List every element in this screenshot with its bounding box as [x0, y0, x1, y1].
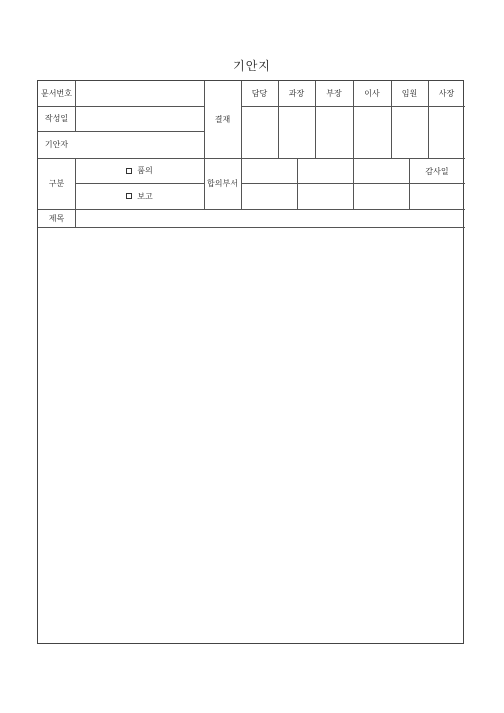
- approver-title: 과장: [288, 89, 305, 98]
- doc-number-field[interactable]: [76, 81, 204, 106]
- body-area[interactable]: [38, 228, 465, 644]
- option-report-label: 보고: [137, 191, 153, 201]
- label-doc-number: 문서번호: [41, 89, 72, 98]
- date-written-field[interactable]: [76, 106, 204, 131]
- approval-form: [37, 80, 464, 644]
- label-date-written: 작성일: [44, 114, 69, 123]
- signature-cell[interactable]: [428, 107, 465, 158]
- label-category: 구분: [48, 179, 65, 188]
- approver-title: 부장: [326, 89, 342, 98]
- signature-cell[interactable]: [315, 107, 353, 158]
- label-approval: 결재: [214, 115, 231, 124]
- label-drafter: 기안자: [44, 140, 69, 149]
- signature-cell[interactable]: [241, 107, 278, 158]
- checkbox-icon[interactable]: [126, 193, 132, 199]
- label-cooperation-dept: 합의부서: [207, 179, 238, 188]
- option-consult[interactable]: [75, 158, 204, 183]
- approver-title: 담당: [251, 89, 268, 98]
- signature-cell[interactable]: [278, 107, 315, 158]
- label-subject: 제목: [48, 213, 65, 223]
- subject-field[interactable]: [76, 209, 465, 227]
- label-auditor: 감사일: [425, 166, 449, 176]
- cooperation-cell[interactable]: [353, 159, 409, 183]
- approver-title: 이사: [364, 89, 380, 98]
- signature-cell[interactable]: [353, 107, 391, 158]
- cooperation-cell[interactable]: [241, 159, 297, 183]
- approver-title: 임원: [401, 89, 418, 98]
- signature-cell[interactable]: [391, 107, 428, 158]
- cooperation-cell[interactable]: [241, 184, 297, 209]
- checkbox-icon[interactable]: [126, 168, 132, 174]
- cooperation-cell[interactable]: [353, 184, 409, 209]
- option-report[interactable]: [75, 183, 204, 209]
- cooperation-cell[interactable]: [297, 159, 353, 183]
- form-title: 기안지: [233, 59, 271, 73]
- drafter-field[interactable]: [38, 131, 204, 158]
- option-consult-label: 품의: [137, 166, 153, 175]
- cooperation-cell[interactable]: [297, 184, 353, 209]
- approver-title: 사장: [438, 89, 455, 98]
- auditor-cell[interactable]: [409, 184, 465, 209]
